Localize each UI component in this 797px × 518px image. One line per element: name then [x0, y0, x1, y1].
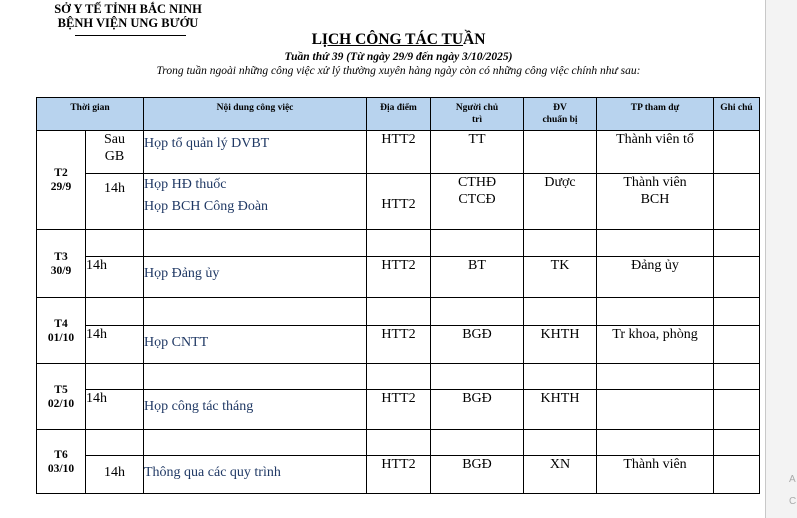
time-cell: 14h — [86, 390, 144, 430]
col-content: Nội dung công việc — [144, 98, 367, 131]
attend-cell: Tr khoa, phòng — [597, 326, 714, 364]
place-cell: HTT2 — [367, 456, 431, 494]
time-cell: 14h — [86, 257, 144, 298]
prep-cell: Dược — [524, 174, 597, 230]
notes-cell — [714, 430, 760, 456]
table-row — [37, 230, 760, 257]
notes-cell — [714, 257, 760, 298]
table-row — [37, 326, 760, 364]
prep-cell — [524, 298, 597, 326]
col-place: Địa điểm — [367, 98, 431, 131]
chair-cell — [431, 364, 524, 390]
col-chair: Người chủ trì — [431, 98, 524, 131]
attend-cell — [597, 430, 714, 456]
notes-cell — [714, 326, 760, 364]
prep-cell: KHTH — [524, 390, 597, 430]
place-cell — [367, 430, 431, 456]
intro-note: Trong tuần ngoài những công việc xử lý thường xuyên hàng ngày còn có những công việc chính như sau: — [156, 65, 641, 77]
attend-cell: Thành viên tổ — [597, 131, 714, 174]
content-cell: Họp Đảng ủy — [144, 257, 367, 298]
content-cell — [144, 364, 367, 390]
day-cell: T5 02/10 — [37, 364, 86, 430]
time-cell — [86, 430, 144, 456]
attend-cell: Thành viên — [597, 456, 714, 494]
notes-cell — [714, 390, 760, 430]
col-attend: TP tham dự — [597, 98, 714, 131]
attend-cell: Thành viên BCH — [597, 174, 714, 230]
notes-cell — [714, 131, 760, 174]
place-cell: HTT2 — [367, 257, 431, 298]
chair-cell — [431, 230, 524, 257]
page-title: LỊCH CÔNG TÁC TUẦN — [311, 31, 486, 48]
attend-cell — [597, 364, 714, 390]
prep-cell: TK — [524, 257, 597, 298]
content-cell: Họp công tác tháng — [144, 390, 367, 430]
table-row — [37, 131, 760, 174]
chair-cell: BGĐ — [431, 326, 524, 364]
place-cell: HTT2 — [367, 326, 431, 364]
time-cell: 14h — [86, 456, 144, 494]
table-row — [37, 174, 760, 230]
chair-cell: BGĐ — [431, 456, 524, 494]
attend-cell — [597, 390, 714, 430]
content-cell: Họp CNTT — [144, 326, 367, 364]
col-prep: ĐV chuẩn bị — [524, 98, 597, 131]
prep-cell — [524, 430, 597, 456]
prep-cell: XN — [524, 456, 597, 494]
chair-cell: CTHĐ CTCĐ — [431, 174, 524, 230]
table-row — [37, 364, 760, 390]
prep-cell — [524, 364, 597, 390]
col-time: Thời gian — [37, 98, 144, 131]
time-cell — [86, 230, 144, 257]
attend-cell: Đảng ủy — [597, 257, 714, 298]
content-cell — [144, 298, 367, 326]
org-line-1: SỞ Y TẾ TỈNH BẮC NINH — [54, 2, 202, 16]
week-subtitle: Tuần thứ 39 (Từ ngày 29/9 đến ngày 3/10/2025) — [284, 51, 513, 63]
place-cell — [367, 298, 431, 326]
notes-cell — [714, 364, 760, 390]
content-cell: Thông qua các quy trình — [144, 456, 367, 494]
notes-cell — [714, 230, 760, 257]
side-glyph: C — [789, 496, 797, 507]
day-cell: T2 29/9 — [37, 131, 86, 230]
chair-cell: BGĐ — [431, 390, 524, 430]
content-cell: Họp HĐ thuốc Họp BCH Công Đoàn — [144, 174, 367, 230]
col-notes: Ghi chú — [714, 98, 760, 131]
table-row — [37, 390, 760, 430]
time-cell: Sau GB — [86, 131, 144, 174]
content-cell — [144, 230, 367, 257]
place-cell: HTT2 — [367, 174, 431, 230]
time-cell: 14h — [86, 174, 144, 230]
org-line-2: BỆNH VIỆN UNG BƯỚU — [57, 16, 199, 30]
notes-cell — [714, 456, 760, 494]
place-cell: HTT2 — [367, 390, 431, 430]
table-row — [37, 430, 760, 456]
notes-cell — [714, 174, 760, 230]
day-cell: T4 01/10 — [37, 298, 86, 364]
attend-cell — [597, 298, 714, 326]
time-cell: 14h — [86, 326, 144, 364]
table-row — [37, 298, 760, 326]
time-cell — [86, 364, 144, 390]
time-cell — [86, 298, 144, 326]
place-cell: HTT2 — [367, 131, 431, 174]
day-cell: T3 30/9 — [37, 230, 86, 298]
side-glyph: A — [789, 474, 796, 485]
content-cell: Họp tổ quản lý DVBT — [144, 131, 367, 174]
prep-cell — [524, 230, 597, 257]
table-row — [37, 456, 760, 494]
chair-cell: TT — [431, 131, 524, 174]
table-row — [37, 257, 760, 298]
day-cell: T6 03/10 — [37, 430, 86, 494]
organization-header — [48, 2, 208, 30]
prep-cell: KHTH — [524, 326, 597, 364]
content-cell — [144, 430, 367, 456]
chair-cell — [431, 430, 524, 456]
notes-cell — [714, 298, 760, 326]
place-cell — [367, 364, 431, 390]
chair-cell: BT — [431, 257, 524, 298]
schedule-table — [36, 97, 760, 494]
header-row — [37, 98, 760, 131]
attend-cell — [597, 230, 714, 257]
chair-cell — [431, 298, 524, 326]
place-cell — [367, 230, 431, 257]
prep-cell — [524, 131, 597, 174]
viewer-background — [766, 0, 797, 518]
